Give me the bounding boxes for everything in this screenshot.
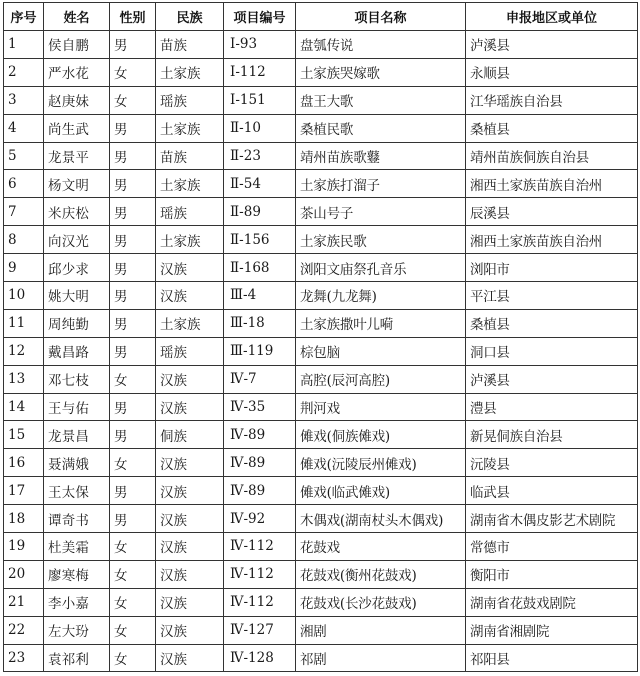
ethnicity-cell: 土家族 [156,226,224,254]
row-number: 4 [4,114,44,142]
region-cell: 辰溪县 [466,198,638,226]
gender-cell: 女 [110,58,156,86]
table-row [4,616,638,644]
project-code: Ⅳ-7 [224,365,296,393]
project-code: Ⅰ-93 [224,31,296,59]
gender-cell: 女 [110,616,156,644]
inheritor-name: 杜美霜 [44,533,110,561]
row-number: 10 [4,282,44,310]
gender-cell: 女 [110,449,156,477]
project-name: 茶山号子 [296,198,466,226]
region-cell: 靖州苗族侗族自治县 [466,142,638,170]
table-row [4,114,638,142]
project-name: 傩戏(临武傩戏) [296,477,466,505]
row-number: 22 [4,616,44,644]
gender-cell: 女 [110,644,156,672]
gender-cell: 男 [110,337,156,365]
header-gender: 性别 [110,3,156,31]
table-row [4,309,638,337]
project-name: 棕包脑 [296,337,466,365]
inheritor-name: 袁祁利 [44,644,110,672]
region-cell: 沅陵县 [466,449,638,477]
gender-cell: 女 [110,86,156,114]
project-code: Ⅱ-23 [224,142,296,170]
project-name: 湘剧 [296,616,466,644]
project-name: 浏阳文庙祭孔音乐 [296,254,466,282]
ethnicity-cell: 瑶族 [156,86,224,114]
ethnicity-cell: 汉族 [156,365,224,393]
inheritor-name: 周纯勤 [44,309,110,337]
gender-cell: 男 [110,309,156,337]
gender-cell: 男 [110,198,156,226]
table-row [4,58,638,86]
region-cell: 桑植县 [466,114,638,142]
region-cell: 泸溪县 [466,31,638,59]
table-row [4,337,638,365]
region-cell: 祁阳县 [466,644,638,672]
project-name: 花鼓戏(长沙花鼓戏) [296,588,466,616]
row-number: 18 [4,505,44,533]
ethnicity-cell: 汉族 [156,282,224,310]
inheritor-name: 龙景平 [44,142,110,170]
row-number: 20 [4,560,44,588]
row-number: 13 [4,365,44,393]
project-name: 盘王大歌 [296,86,466,114]
project-code: Ⅳ-112 [224,533,296,561]
gender-cell: 男 [110,505,156,533]
header-no: 序号 [4,3,44,31]
header-row [4,3,638,31]
gender-cell: 男 [110,477,156,505]
table-row [4,226,638,254]
table-row [4,282,638,310]
project-name: 花鼓戏(衡州花鼓戏) [296,560,466,588]
inheritor-name: 左大玢 [44,616,110,644]
project-code: Ⅱ-10 [224,114,296,142]
table-row [4,142,638,170]
row-number: 2 [4,58,44,86]
inheritor-name: 王太保 [44,477,110,505]
region-cell: 湖南省湘剧院 [466,616,638,644]
inheritor-name: 龙景昌 [44,421,110,449]
project-code: Ⅳ-35 [224,393,296,421]
inheritor-name: 廖寒梅 [44,560,110,588]
gender-cell: 男 [110,254,156,282]
row-number: 1 [4,31,44,59]
row-number: 15 [4,421,44,449]
gender-cell: 男 [110,170,156,198]
row-number: 7 [4,198,44,226]
region-cell: 泸溪县 [466,365,638,393]
inheritors-table [3,2,638,672]
project-name: 龙舞(九龙舞) [296,282,466,310]
table-row [4,254,638,282]
region-cell: 新晃侗族自治县 [466,421,638,449]
project-name: 桑植民歌 [296,114,466,142]
region-cell: 平江县 [466,282,638,310]
gender-cell: 男 [110,31,156,59]
table-row [4,560,638,588]
header-code: 项目编号 [224,3,296,31]
inheritor-name: 尚生武 [44,114,110,142]
ethnicity-cell: 汉族 [156,560,224,588]
project-name: 傩戏(沅陵辰州傩戏) [296,449,466,477]
row-number: 8 [4,226,44,254]
header-project: 项目名称 [296,3,466,31]
table-row [4,449,638,477]
inheritor-name: 向汉光 [44,226,110,254]
table-row [4,588,638,616]
project-name: 祁剧 [296,644,466,672]
gender-cell: 男 [110,114,156,142]
table-row [4,393,638,421]
project-code: Ⅱ-54 [224,170,296,198]
inheritor-name: 谭奇书 [44,505,110,533]
project-code: Ⅳ-89 [224,421,296,449]
gender-cell: 男 [110,142,156,170]
ethnicity-cell: 汉族 [156,449,224,477]
project-name: 土家族哭嫁歌 [296,58,466,86]
row-number: 11 [4,309,44,337]
inheritor-name: 杨文明 [44,170,110,198]
project-code: Ⅱ-156 [224,226,296,254]
gender-cell: 男 [110,421,156,449]
project-code: Ⅰ-151 [224,86,296,114]
project-name: 靖州苗族歌鼟 [296,142,466,170]
inheritor-name: 严水花 [44,58,110,86]
project-code: Ⅳ-89 [224,477,296,505]
row-number: 14 [4,393,44,421]
region-cell: 衡阳市 [466,560,638,588]
project-code: Ⅲ-4 [224,282,296,310]
ethnicity-cell: 汉族 [156,588,224,616]
region-cell: 湘西土家族苗族自治州 [466,170,638,198]
project-name: 荆河戏 [296,393,466,421]
project-name: 盘瓠传说 [296,31,466,59]
table-row [4,365,638,393]
inheritor-name: 李小嘉 [44,588,110,616]
inheritor-name: 邓七枝 [44,365,110,393]
project-code: Ⅳ-127 [224,616,296,644]
region-cell: 江华瑶族自治县 [466,86,638,114]
table-row [4,198,638,226]
ethnicity-cell: 汉族 [156,533,224,561]
region-cell: 临武县 [466,477,638,505]
row-number: 21 [4,588,44,616]
ethnicity-cell: 土家族 [156,309,224,337]
project-code: Ⅱ-89 [224,198,296,226]
gender-cell: 男 [110,282,156,310]
ethnicity-cell: 汉族 [156,505,224,533]
table-body [4,31,638,672]
project-code: Ⅳ-92 [224,505,296,533]
table-row [4,477,638,505]
region-cell: 湘西土家族苗族自治州 [466,226,638,254]
region-cell: 常德市 [466,533,638,561]
ethnicity-cell: 汉族 [156,393,224,421]
project-name: 土家族撒叶儿嗬 [296,309,466,337]
header-region: 申报地区或单位 [466,3,638,31]
table-row [4,421,638,449]
project-name: 土家族打溜子 [296,170,466,198]
inheritor-name: 王与佑 [44,393,110,421]
project-code: Ⅳ-128 [224,644,296,672]
ethnicity-cell: 汉族 [156,254,224,282]
ethnicity-cell: 瑶族 [156,337,224,365]
row-number: 3 [4,86,44,114]
ethnicity-cell: 苗族 [156,31,224,59]
ethnicity-cell: 侗族 [156,421,224,449]
ethnicity-cell: 汉族 [156,477,224,505]
region-cell: 澧县 [466,393,638,421]
inheritor-name: 米庆松 [44,198,110,226]
gender-cell: 女 [110,560,156,588]
inheritor-name: 侯自鹏 [44,31,110,59]
gender-cell: 男 [110,393,156,421]
row-number: 9 [4,254,44,282]
project-code: Ⅲ-119 [224,337,296,365]
table-row [4,86,638,114]
table-header [4,3,638,31]
table-row [4,505,638,533]
table-row [4,31,638,59]
region-cell: 湖南省木偶皮影艺术剧院 [466,505,638,533]
project-code: Ⅳ-89 [224,449,296,477]
row-number: 19 [4,533,44,561]
project-name: 土家族民歌 [296,226,466,254]
inheritor-name: 姚大明 [44,282,110,310]
gender-cell: 女 [110,365,156,393]
ethnicity-cell: 苗族 [156,142,224,170]
gender-cell: 男 [110,226,156,254]
project-name: 傩戏(侗族傩戏) [296,421,466,449]
project-name: 木偶戏(湖南杖头木偶戏) [296,505,466,533]
row-number: 12 [4,337,44,365]
header-ethnicity: 民族 [156,3,224,31]
project-name: 高腔(辰河高腔) [296,365,466,393]
inheritor-name: 邱少求 [44,254,110,282]
project-name: 花鼓戏 [296,533,466,561]
row-number: 16 [4,449,44,477]
header-name: 姓名 [44,3,110,31]
table-row [4,170,638,198]
project-code: Ⅲ-18 [224,309,296,337]
ethnicity-cell: 瑶族 [156,198,224,226]
inheritor-name: 聂满娥 [44,449,110,477]
ethnicity-cell: 汉族 [156,644,224,672]
region-cell: 桑植县 [466,309,638,337]
project-code: Ⅳ-112 [224,588,296,616]
ethnicity-cell: 土家族 [156,170,224,198]
ethnicity-cell: 汉族 [156,616,224,644]
gender-cell: 女 [110,588,156,616]
table-row [4,533,638,561]
ethnicity-cell: 土家族 [156,114,224,142]
region-cell: 永顺县 [466,58,638,86]
region-cell: 浏阳市 [466,254,638,282]
region-cell: 湖南省花鼓戏剧院 [466,588,638,616]
row-number: 5 [4,142,44,170]
inheritor-name: 戴昌路 [44,337,110,365]
row-number: 17 [4,477,44,505]
ethnicity-cell: 土家族 [156,58,224,86]
project-code: Ⅰ-112 [224,58,296,86]
inheritor-name: 赵庚妹 [44,86,110,114]
region-cell: 洞口县 [466,337,638,365]
row-number: 6 [4,170,44,198]
table-row [4,644,638,672]
gender-cell: 女 [110,533,156,561]
project-code: Ⅱ-168 [224,254,296,282]
row-number: 23 [4,644,44,672]
project-code: Ⅳ-112 [224,560,296,588]
